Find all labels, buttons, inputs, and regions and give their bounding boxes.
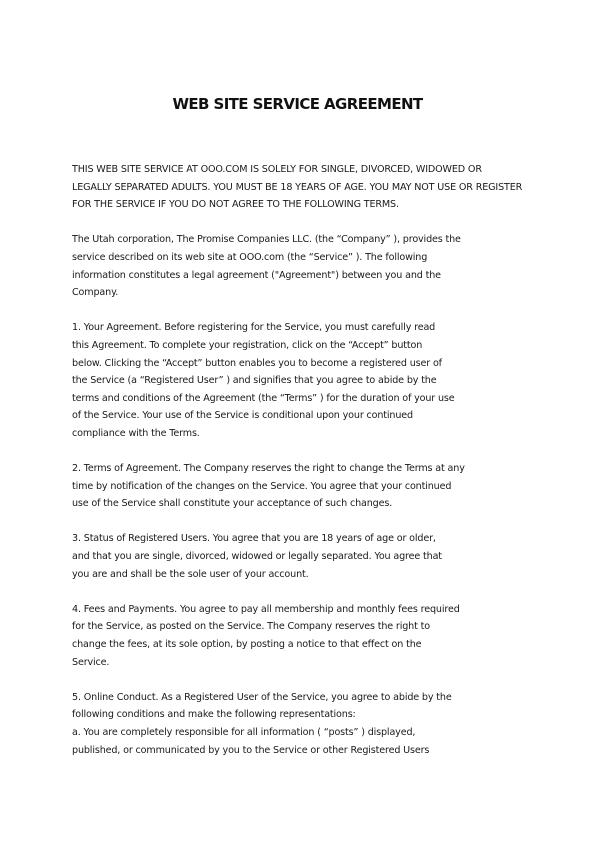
text-line: 3. Status of Registered Users. You agree that you are 18 years of age or older, [72, 533, 436, 545]
text-line: you are and shall be the sole user of your account. [72, 568, 309, 580]
text-line: 4. Fees and Payments. You agree to pay all membership and monthly fees required [72, 603, 460, 615]
text-line: the Service (a “Registered User” ) and signifies that you agree to abide by the [72, 375, 437, 387]
text-line: THIS WEB SITE SERVICE AT OOO.COM IS SOLELY FOR SINGLE, DIVORCED, WIDOWED OR [72, 164, 482, 175]
text-line: information constitutes a legal agreement ("Agreement") between you and the [72, 269, 441, 281]
text-line: 1. Your Agreement. Before registering for the Service, you must carefully read [72, 322, 436, 334]
text-line: Service. [72, 656, 110, 668]
text-line: published, or communicated by you to the Service or other Registered Users [72, 744, 430, 756]
paragraph-parties [72, 231, 532, 301]
text-line: a. You are completely responsible for all information ( “posts” ) displayed, [72, 727, 416, 738]
text-line: The Utah corporation, The Promise Companies LLC. (the “Company” ), provides the [72, 234, 461, 246]
text-line: LEGALLY SEPARATED ADULTS. YOU MUST BE 18 YEARS OF AGE. YOU MAY NOT USE OR REGISTER [72, 181, 523, 193]
paragraph-eligibility-notice [72, 161, 532, 214]
text-line: change the fees, at its sole option, by posting a notice to that effect on the [72, 639, 422, 651]
text-line: of the Service. Your use of the Service is conditional upon your continued [72, 410, 413, 422]
section-3-status-of-registered-users [72, 530, 532, 583]
text-line: FOR THE SERVICE IF YOU DO NOT AGREE TO THE FOLLOWING TERMS. [72, 199, 399, 211]
text-line: terms and conditions of the Agreement (the “Terms” ) for the duration of your use [72, 392, 455, 404]
text-line: for the Service, as posted on the Service. The Company reserves the right to [72, 621, 430, 633]
text-line: and that you are single, divorced, widowed or legally separated. You agree that [72, 551, 442, 563]
text-line: below. Clicking the “Accept” button enables you to become a registered user of [72, 357, 442, 369]
document-body [72, 161, 532, 759]
text-line: time by notification of the changes on the Service. You agree that your continued [72, 480, 452, 492]
section-5-online-conduct [72, 689, 532, 759]
text-line: following conditions and make the following representations: [72, 709, 356, 721]
text-line: service described on its web site at OOO.com (the “Service” ). The following [72, 251, 428, 263]
text-line: 5. Online Conduct. As a Registered User of the Service, you agree to abide by the [72, 691, 452, 703]
text-line: use of the Service shall constitute your acceptance of such changes. [72, 498, 393, 510]
text-line: Company. [72, 287, 119, 299]
section-2-terms-of-agreement [72, 460, 532, 513]
section-4-fees-and-payments [72, 601, 532, 671]
text-line: this Agreement. To complete your registration, click on the “Accept” button [72, 339, 423, 351]
text-line: compliance with the Terms. [72, 427, 200, 439]
text-line: 2. Terms of Agreement. The Company reserves the right to change the Terms at any [72, 463, 465, 475]
section-1-your-agreement [72, 319, 532, 442]
document-title: WEB SITE SERVICE AGREEMENT [172, 95, 423, 113]
